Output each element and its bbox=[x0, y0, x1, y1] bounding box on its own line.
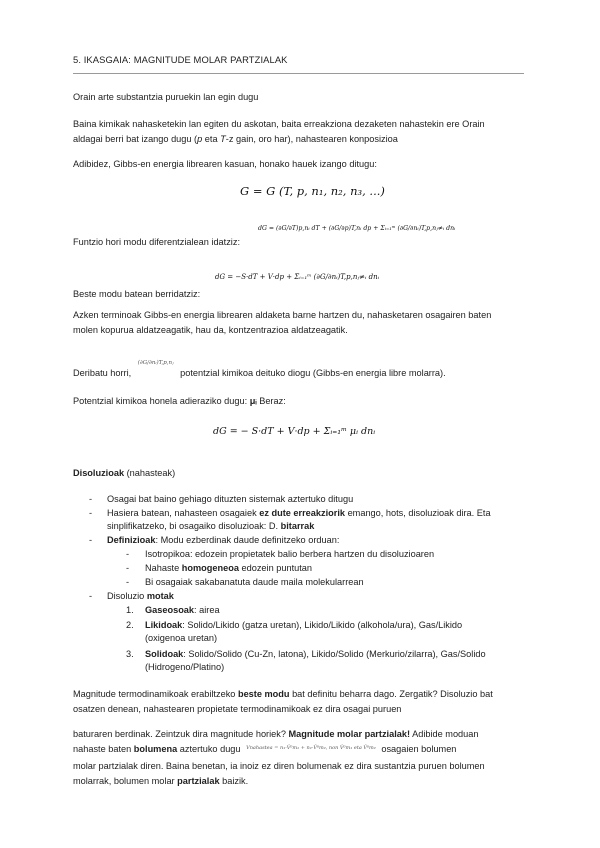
paragraph-intro: Orain arte substantzia puruekin lan egin dugu bbox=[73, 92, 259, 102]
paragraph-line: Azken terminoak Gibbs-en energia librearen aldaketa barne hartzen du, nahasketaren osagairen baten bbox=[73, 310, 492, 320]
equation-chemical-potential: dG = − S·dT + V·dp + Σᵢ₌₁ᵐ μᵢ dnᵢ bbox=[213, 426, 376, 437]
numbered-item-number: 1. bbox=[126, 605, 134, 615]
list-item-text: Disoluzio motak bbox=[107, 591, 174, 601]
volume-formula: Vnahastea = n₁·V̄⁰m₁ + n₂·V̄⁰m₂, non V̄⁰m₁ eta V̄⁰m₂ bbox=[246, 745, 376, 751]
list-item: - bbox=[89, 494, 93, 504]
paragraph-magnitudes: Magnitude termodinamikoak erabiltzeko beste modu bat definitu beharra dago. Zergatik? Disoluzio bat osatzen denean, nahastearen propietate termodinamikoak ez dira osagai puruen bbox=[73, 689, 493, 714]
derivative-formula: (∂G/∂nᵢ)T,p,nⱼ bbox=[137, 360, 174, 366]
numbered-item-number: 2. bbox=[126, 620, 134, 630]
equation-gibbs-rewritten: dG = −S·dT + V·dp + Σᵢ₌₁ᵐ (∂G/∂nᵢ)T,p,nⱼ≠ᵢ dnᵢ bbox=[215, 273, 380, 281]
label-rewrite: Beste modu batean berridatziz: bbox=[73, 289, 201, 299]
paragraph-partial-molar: baturaren berdinak. Zeintzuk dira magnitude horiek? Magnitude molar partzialak! Adibide moduan nahaste baten bolumena aztertuko dugu $^{Vnahastea = n_1\cdot V̄^0m_1 + n_2\cdot V̄^0m_2, non V̄^0m_1 eta V̄^0m_2}$ osagaien bolumen molar partzialak diren. Baina benetan, ia inoiz ez diren bolumenak ez dira sustantzia puruen bolumen molarrak, bolumen molar partzialak baizik. bbox=[73, 729, 485, 786]
paragraph-chemical-potential: Potentzial kimikoa honela adieraziko dugu: μᵢ Beraz: bbox=[73, 396, 286, 406]
label-differential: Funtzio hori modu diferentzialean idatziz: bbox=[73, 237, 240, 247]
numbered-item-number: 3. bbox=[126, 649, 134, 659]
header-divider bbox=[73, 73, 524, 74]
list-item: - bbox=[89, 535, 93, 545]
paragraph-last-term bbox=[73, 308, 529, 338]
paragraph-line: molen kopurua aldatzeagatik, hau da, kontzentrazioa aldatzeagatik. bbox=[73, 325, 348, 335]
sub-list-item: Bi osagaiak sakabanatuta daude maila molekularrean bbox=[145, 577, 364, 587]
equation-gibbs-differential: dG = (∂G/∂T)p,nᵢ dT + (∂G/∂p)T,nᵢ dp + Σᵢ₌₁ᵐ (∂G/∂nᵢ)T,p,nⱼ≠ᵢ dnᵢ bbox=[258, 225, 456, 232]
list-item-text: Hasiera batean, nahasteen osagaiek ez dute erreakziorik emango, hots, disoluzioak dira. Eta sinplifikatzeko, bi osagaiko disoluzioak: D. bitarrak bbox=[107, 508, 491, 531]
list-item-text: Definizioak: Modu ezberdinak daude definitzeko orduan: bbox=[107, 535, 340, 545]
sub-list-item: Nahaste homogeneoa edozein puntutan bbox=[145, 563, 313, 573]
paragraph-mixtures bbox=[73, 117, 529, 147]
page-header-title: 5. IKASGAIA: MAGNITUDE MOLAR PARTZIALAK bbox=[73, 54, 288, 65]
list-item: - bbox=[89, 591, 93, 601]
paragraph-line: Baina kimikak nahasketekin lan egiten du askotan, baita erreakziona dezaketen nahastekin ere Orain bbox=[73, 119, 485, 129]
paragraph-gibbs-example: Adibidez, Gibbs-en energia librearen kasuan, honako hauek izango ditugu: bbox=[73, 159, 377, 169]
mu-symbol: μᵢ bbox=[249, 396, 257, 406]
numbered-item: Gaseosoak: airea bbox=[145, 605, 220, 615]
list-item: - bbox=[89, 508, 93, 518]
equation-gibbs-function: G = G (T, p, n₁, n₂, n₃, ...) bbox=[240, 184, 385, 198]
sub-list-item: Isotropikoa: edozein propietatek balio berbera hartzen du disoluzioaren bbox=[145, 549, 435, 559]
paragraph-line: aldagai berri bat izango dugu (p eta T-z gain, oro har), nahastearen konposizioa bbox=[73, 134, 398, 144]
numbered-item: Solidoak: Solido/Solido (Cu-Zn, latona), Likido/Solido (Merkurio/zilarra), Gas/Solido (Hidrogeno/Platino) bbox=[145, 649, 486, 672]
section-heading-disoluzioak: Disoluzioak (nahasteak) bbox=[73, 468, 176, 478]
list-item-text: Osagai bat baino gehiago dituzten sistemak aztertuko ditugu bbox=[107, 494, 354, 504]
document-page: 5. IKASGAIA: MAGNITUDE MOLAR PARTZIALAK Orain arte substantzia puruekin lan egin dugu Baina kimikak nahasketekin lan egiten du askotan, baita erreakziona dezaketen nahastekin ere Orain aldagai berri bat izango dugu (p eta T-z gain, oro har), nahastearen konposizioa Adibidez, Gibbs-en energia librearen kasuan, honako hauek izango ditugu: G = G (T, p, n₁, n₂, n₃, ...) Funtzio hori modu diferentzialean idatziz: dG = (∂G/∂T)p,nᵢ dT + (∂G/∂p)T,nᵢ dp + Σᵢ₌₁ᵐ (∂G/∂nᵢ)T,p,nⱼ≠ᵢ dnᵢ Beste modu batean berridatziz: dG = −S·dT + V·dp + Σᵢ₌₁ᵐ (∂G/∂nᵢ)T,p,nⱼ≠ᵢ dnᵢ Azken terminoak Gibbs-en energia librearen aldaketa barne hartzen du, nahasketaren osagairen baten molen kopurua aldatzeagatik, hau da, kontzentrazioa aldatzeagatik. Deribatu horri, $^{(\partial G/\partial nᵢ)T,p,nⱼ}$ potentzial kimikoa deituko diogu (Gibbs-en energia libre molarra). Potentzial kimikoa honela adieraziko dugu: μᵢ Beraz: dG = − S·dT + V·dp + Σᵢ₌₁ᵐ μᵢ dnᵢ Disoluzioak (nahasteak) - Osagai bat baino gehiago dituzten sistemak aztertuko ditugu - Hasiera batean, nahasteen osagaiek ez dute erreakziorik emango, hots, disoluzioak dira. Eta sinplifikatzeko, bi osagaiko disoluzioak: D. bitarrak - Definizioak: Modu ezberdinak daude definitzeko orduan: - Isotropikoa: edozein propietatek balio berbera hartzen du disoluzioaren - Nahaste homogeneoa edozein puntutan - Bi osagaiak sakabanatuta daude maila molekularrean - Disoluzio motak 1. Gaseosoak: airea 2. Likidoak: Solido/Likido (gatza uretan), Likido/Likido (alkohola/ura), Gas/Likido (oxigenoa uretan) 3. Solidoak: Solido/Solido (Cu-Zn, latona), Likido/Solido (Merkurio/zilarra), Gas/Solido (Hidrogeno/Platino) Magnitude termodinamikoak erabiltzeko beste modu bat definitu beharra dago. Zergatik? Disoluzio bat osatzen denean, nahastearen propietate termodinamikoak ez dira osagai puruen baturaren berdinak. Zeintzuk dira magnitude horiek? Magnitude molar partzialak! Adibide moduan nahaste baten bolumena aztertuko dugu $^{Vnahastea = n_1\cdot V̄^0m_1 + n_2\cdot V̄^0m_2, non V̄^0m_1 eta V̄^0m_2}$ osagaien bolumen molar partzialak diren. Baina benetan, ia inoiz ez diren bolumenak ez dira sustantzia puruen bolumen molarrak, bolumen molar partzialak baizik. bbox=[0, 0, 600, 848]
paragraph-derivative: Deribatu horri, $^{(\partial G/\partial nᵢ)T,p,nⱼ}$ potentzial kimikoa deituko diogu (Gibbs-en energia libre molarra). bbox=[73, 360, 446, 378]
numbered-item: Likidoak: Solido/Likido (gatza uretan), Likido/Likido (alkohola/ura), Gas/Likido (oxigenoa uretan) bbox=[145, 620, 463, 643]
